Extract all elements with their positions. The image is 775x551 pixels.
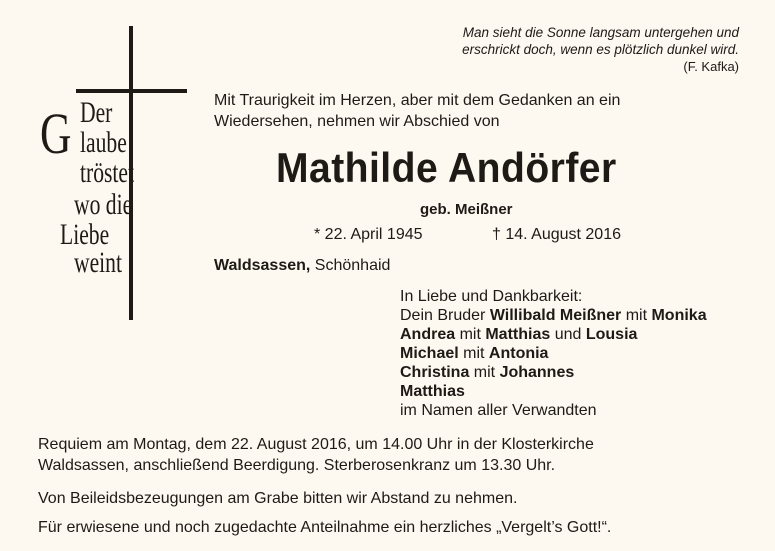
motto-line-2: laube [80,126,127,159]
cross-horizontal-bar [76,89,187,93]
residence-district: Schönhaid [314,257,391,274]
mourners-list [400,287,750,420]
motto-line-3: tröstet [80,156,134,189]
intro-text [214,90,684,132]
mourners-line-matthias: Matthias [400,383,465,400]
residence [214,257,390,275]
intro-line-2: Wiedersehen, nehmen wir Abschied von [214,113,500,130]
mourners-line-michael: Michael mit Antonia [400,345,549,362]
service-details [38,434,748,538]
mourners-closing: im Namen aller Verwandten [400,402,597,419]
motto-line-1: Der [80,96,113,129]
kafka-quote [379,24,739,75]
intro-line-1: Mit Traurigkeit im Herzen, aber mit dem Gedanken an ein [214,92,621,109]
birth-date: * 22. April 1945 [314,226,423,243]
quote-line-1: Man sieht die Sonne langsam untergehen und [462,25,739,40]
motto-line-4: wo die [74,188,133,221]
quote-line-2: erschrickt doch, wenn es plötzlich dunkel wird. [462,42,739,57]
motto-line-5: Liebe [60,218,110,251]
mourners-intro: In Liebe und Dankbarkeit: [400,288,583,305]
thanks-note: Für erwiesene und noch zugedachte Anteilnahme ein herzliches „Vergelt’s Gott!“. [38,519,612,536]
deceased-name: Mathilde Andörfer [276,144,617,191]
maiden-name: geb. Meißner [420,201,513,218]
requiem-line-1: Requiem am Montag, dem 22. August 2016, um 14.00 Uhr in der Klosterkirche [38,436,594,453]
motto-line-6: weint [74,246,122,279]
mourners-line-brother: Dein Bruder Willibald Meißner mit Monika [400,307,707,324]
residence-town: Waldsassen, [214,257,311,274]
quote-source: (F. Kafka) [683,59,739,74]
mourners-line-andrea: Andrea mit Matthias und Lousia [400,326,638,343]
mourners-line-christina: Christina mit Johannes [400,364,575,381]
motto-big-letter: G [40,101,72,166]
condolences-note: Von Beileidsbezeugungen am Grabe bitten wir Abstand zu nehmen. [38,490,518,507]
death-date: † 14. August 2016 [492,226,621,243]
requiem-line-2: Waldsassen, anschließend Beerdigung. Sterberosenkranz um 13.30 Uhr. [38,457,556,474]
